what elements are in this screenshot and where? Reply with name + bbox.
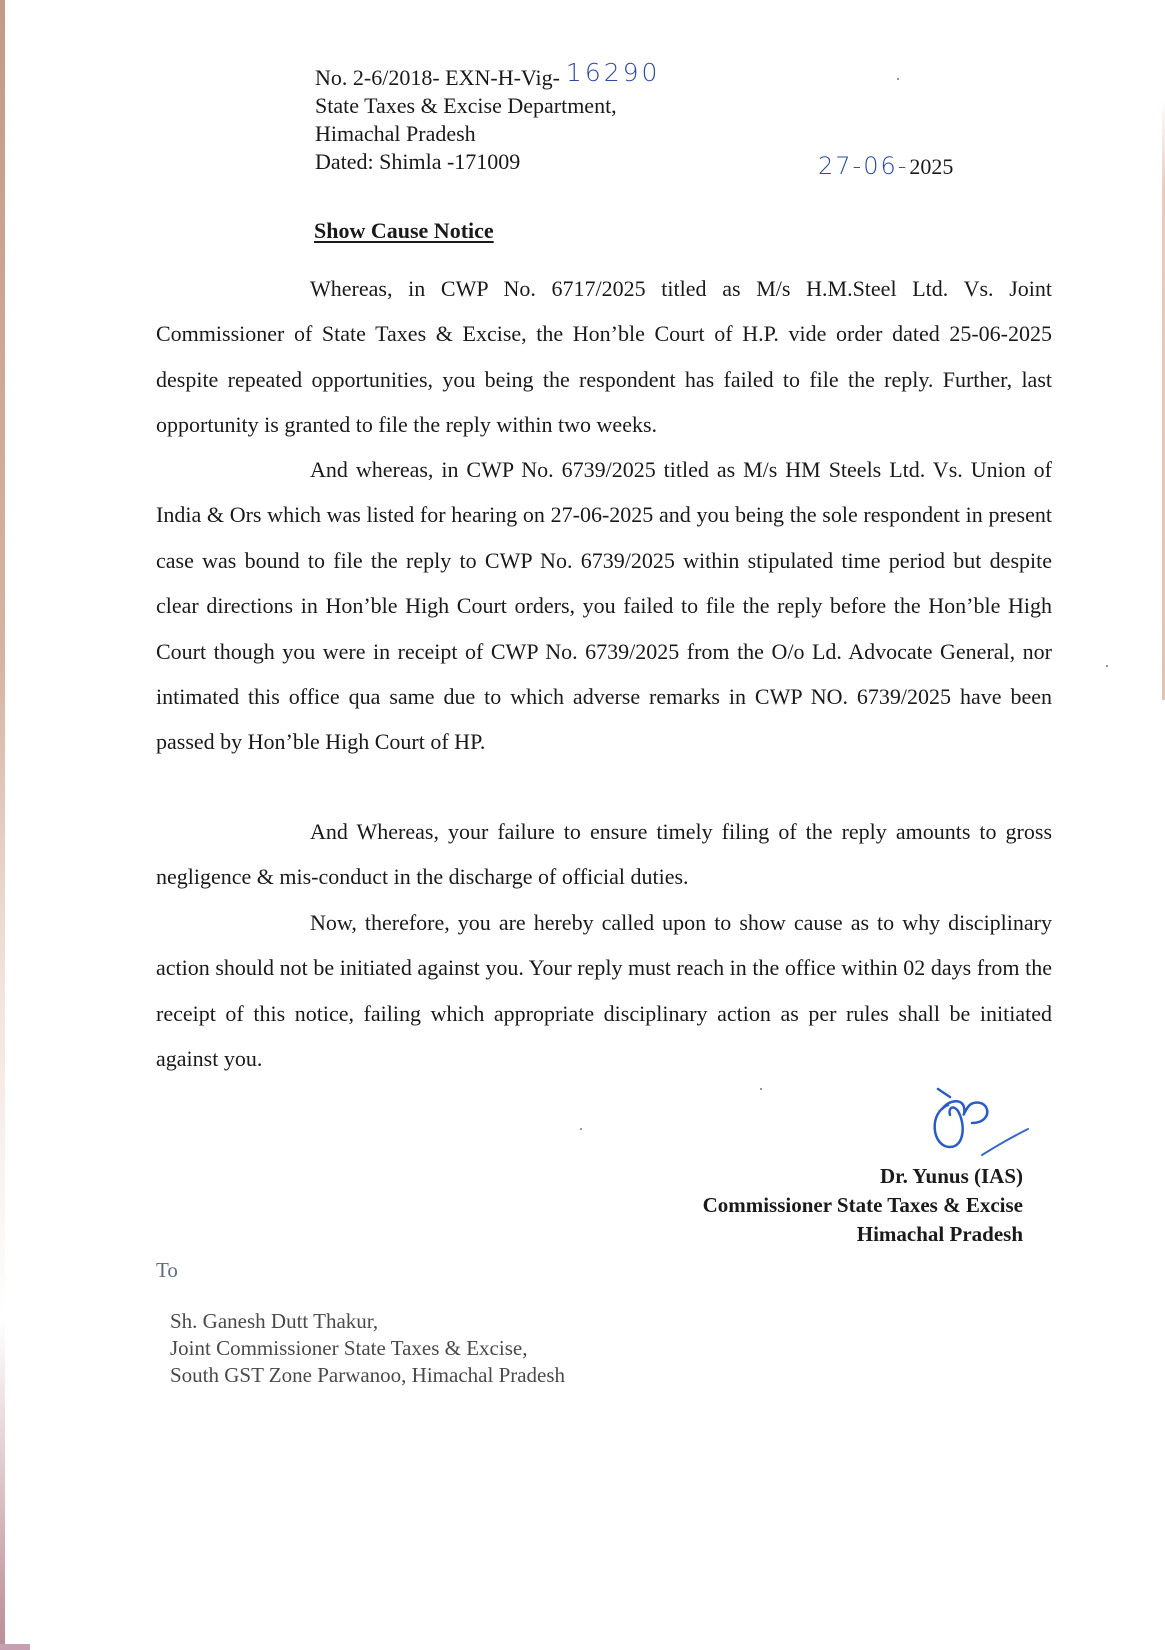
- paragraph-text: And whereas, in CWP No. 6739/2025 titled as M/s HM Steels Ltd. Vs. Union of India & Ors which was listed for hearing on 27-06-2025 and you being the sole respondent in present case was bound to file the reply to CWP No. 6739/2025 within stipulated time period but despite clear directions in Hon’ble High Court orders, you failed to file the reply before the Hon’ble High Court though you were in receipt of CWP No. 6739/2025 from the O/o Ld. Advocate General, nor intimated this office qua same due to which adverse remarks in CWP NO. 6739/2025 have been passed by Hon’ble High Court of HP.: [156, 457, 1052, 755]
- dated-place: Dated: Shimla -171009: [315, 149, 521, 174]
- speck: [760, 1088, 762, 1090]
- paragraph-text: Now, therefore, you are hereby called upon to show cause as to why disciplinary action should not be initiated against you. Your reply must reach in the office within 02 days from the receipt of this notice, failing which appropriate disciplinary action as per rules shall be initiated against you.: [156, 910, 1052, 1072]
- paper-edge-left: [0, 0, 5, 1650]
- reference-number: [315, 58, 661, 92]
- date-year: 2025: [909, 154, 954, 179]
- paper-edge-bottom: [0, 1644, 30, 1650]
- notice-title: Show Cause Notice: [314, 218, 494, 243]
- signatory-state: Himachal Pradesh: [856, 1222, 1023, 1246]
- speck: [1106, 665, 1108, 667]
- recipient-name: Sh. Ganesh Dutt Thakur,: [170, 1309, 379, 1333]
- signature-icon: [920, 1085, 1040, 1170]
- letter-date: [818, 152, 953, 180]
- state-name: Himachal Pradesh: [315, 121, 476, 146]
- paragraph-3: [156, 809, 1052, 900]
- paragraph-2: [156, 447, 1052, 765]
- to-label: To: [156, 1258, 178, 1282]
- paragraph-text: And Whereas, your failure to ensure timely filing of the reply amounts to gross negligence & mis-conduct in the discharge of official duties.: [156, 819, 1052, 890]
- recipient-office: South GST Zone Parwanoo, Himachal Pradesh: [170, 1363, 566, 1387]
- paragraph-text: Whereas, in CWP No. 6717/2025 titled as M/s H.M.Steel Ltd. Vs. Joint Commissioner of State Taxes & Excise, the Hon’ble Court of H.P. vide order dated 25-06-2025 despite repeated opportunities, you being the respondent has failed to file the reply. Further, last opportunity is granted to file the reply within two weeks.: [156, 276, 1052, 438]
- recipient-block: [170, 1308, 565, 1389]
- handwritten-reference-number: 16290: [565, 58, 661, 87]
- department-name: State Taxes & Excise Department,: [315, 93, 617, 118]
- paragraph-4: [156, 900, 1052, 1082]
- handwritten-date: 27-06-: [818, 152, 909, 180]
- signatory-block: [703, 1162, 1023, 1249]
- speck: [580, 1128, 582, 1130]
- paragraph-1: [156, 266, 1052, 448]
- speck: [897, 78, 899, 80]
- reference-prefix: No. 2-6/2018- EXN-H-Vig-: [315, 65, 560, 90]
- signatory-designation: Commissioner State Taxes & Excise: [702, 1193, 1023, 1217]
- recipient-designation: Joint Commissioner State Taxes & Excise,: [170, 1336, 528, 1360]
- letter-header: [315, 58, 661, 176]
- signatory-name: Dr. Yunus (IAS): [880, 1164, 1023, 1188]
